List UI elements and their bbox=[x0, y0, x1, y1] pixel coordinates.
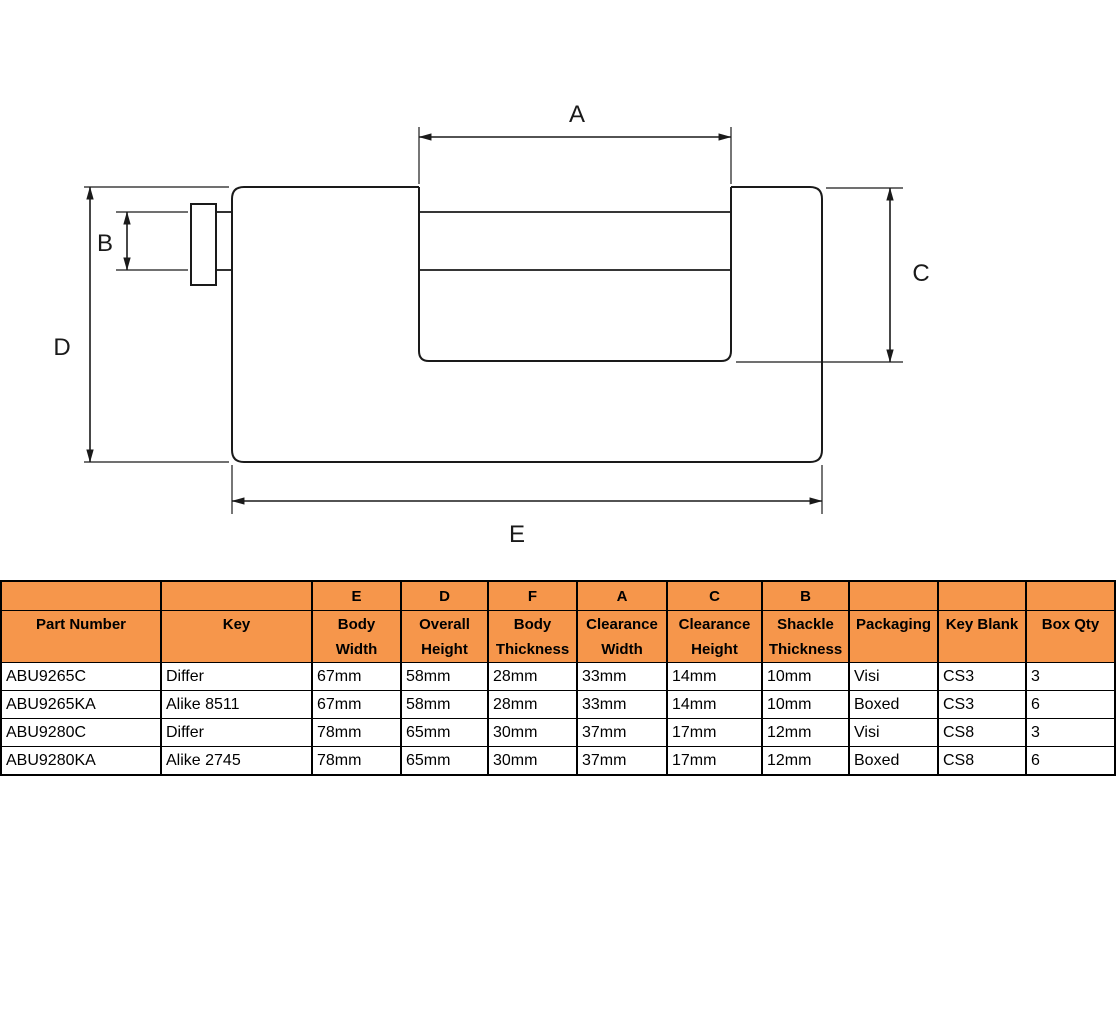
cell-box-qty: 6 bbox=[1026, 747, 1115, 776]
dimension-d-label: D bbox=[53, 334, 71, 361]
col-header-shackle-thickness: Shackle Thickness bbox=[762, 611, 849, 663]
dimension-e-label: E bbox=[508, 521, 526, 548]
letter-cell-f: F bbox=[488, 581, 577, 611]
cell-body-width: 78mm bbox=[312, 719, 401, 747]
dimension-a bbox=[419, 101, 731, 184]
padlock-body-outline bbox=[232, 187, 822, 462]
cell-overall-height: 58mm bbox=[401, 663, 488, 691]
col-header-part-number: Part Number bbox=[1, 611, 161, 663]
cell-key-blank: CS3 bbox=[938, 663, 1026, 691]
cell-shackle-thickness: 10mm bbox=[762, 691, 849, 719]
table-row bbox=[1, 747, 1115, 776]
dimension-e bbox=[232, 465, 822, 548]
letter-cell bbox=[938, 581, 1026, 611]
cell-packaging: Boxed bbox=[849, 691, 938, 719]
cell-key: Differ bbox=[161, 663, 312, 691]
col-header-overall-height: Overall Height bbox=[401, 611, 488, 663]
cell-shackle-thickness: 12mm bbox=[762, 719, 849, 747]
dimension-b-label: B bbox=[96, 230, 114, 257]
cell-shackle-thickness: 10mm bbox=[762, 663, 849, 691]
letter-cell-d: D bbox=[401, 581, 488, 611]
letter-cell-a: A bbox=[577, 581, 667, 611]
cell-key: Differ bbox=[161, 719, 312, 747]
dimension-a-label: A bbox=[568, 101, 586, 128]
dimension-letter-row bbox=[1, 581, 1115, 611]
cell-clearance-width: 33mm bbox=[577, 663, 667, 691]
letter-cell bbox=[849, 581, 938, 611]
cell-clearance-height: 14mm bbox=[667, 663, 762, 691]
cell-overall-height: 58mm bbox=[401, 691, 488, 719]
cell-clearance-width: 37mm bbox=[577, 719, 667, 747]
shackle-end-step bbox=[216, 212, 232, 270]
col-header-packaging: Packaging bbox=[849, 611, 938, 663]
cell-part-number: ABU9265KA bbox=[1, 691, 161, 719]
cell-packaging: Visi bbox=[849, 663, 938, 691]
col-header-body-width: Body Width bbox=[312, 611, 401, 663]
cell-clearance-width: 37mm bbox=[577, 747, 667, 776]
cell-clearance-height: 17mm bbox=[667, 719, 762, 747]
cell-box-qty: 3 bbox=[1026, 663, 1115, 691]
shackle-end-cap bbox=[191, 204, 216, 285]
col-header-clearance-width: Clearance Width bbox=[577, 611, 667, 663]
cell-clearance-height: 17mm bbox=[667, 747, 762, 776]
cell-overall-height: 65mm bbox=[401, 747, 488, 776]
cell-body-thickness: 28mm bbox=[488, 691, 577, 719]
table-row bbox=[1, 719, 1115, 747]
cell-key-blank: CS3 bbox=[938, 691, 1026, 719]
cell-box-qty: 6 bbox=[1026, 691, 1115, 719]
cell-clearance-width: 33mm bbox=[577, 691, 667, 719]
letter-cell-c: C bbox=[667, 581, 762, 611]
col-header-body-thickness: Body Thickness bbox=[488, 611, 577, 663]
letter-cell bbox=[1026, 581, 1115, 611]
dimension-c bbox=[736, 188, 930, 362]
cell-key-blank: CS8 bbox=[938, 719, 1026, 747]
col-header-clearance-height: Clearance Height bbox=[667, 611, 762, 663]
spec-table bbox=[0, 580, 1116, 776]
cell-overall-height: 65mm bbox=[401, 719, 488, 747]
cell-key: Alike 8511 bbox=[161, 691, 312, 719]
col-header-key: Key bbox=[161, 611, 312, 663]
letter-cell bbox=[161, 581, 312, 611]
dimension-b bbox=[97, 212, 188, 270]
dimension-c-label: C bbox=[912, 260, 930, 287]
cell-body-width: 67mm bbox=[312, 691, 401, 719]
table-row bbox=[1, 691, 1115, 719]
col-header-box-qty: Box Qty bbox=[1026, 611, 1115, 663]
cell-shackle-thickness: 12mm bbox=[762, 747, 849, 776]
cell-packaging: Boxed bbox=[849, 747, 938, 776]
cell-body-thickness: 28mm bbox=[488, 663, 577, 691]
letter-cell-e: E bbox=[312, 581, 401, 611]
cell-body-width: 78mm bbox=[312, 747, 401, 776]
cell-clearance-height: 14mm bbox=[667, 691, 762, 719]
cell-key: Alike 2745 bbox=[161, 747, 312, 776]
shackle-bar-lines bbox=[419, 212, 731, 270]
letter-cell-b: B bbox=[762, 581, 849, 611]
col-header-key-blank: Key Blank bbox=[938, 611, 1026, 663]
cell-key-blank: CS8 bbox=[938, 747, 1026, 776]
cell-packaging: Visi bbox=[849, 719, 938, 747]
cell-body-thickness: 30mm bbox=[488, 719, 577, 747]
cell-part-number: ABU9280KA bbox=[1, 747, 161, 776]
cell-body-thickness: 30mm bbox=[488, 747, 577, 776]
letter-cell bbox=[1, 581, 161, 611]
cell-part-number: ABU9280C bbox=[1, 719, 161, 747]
cell-box-qty: 3 bbox=[1026, 719, 1115, 747]
spec-table-wrap bbox=[0, 580, 1116, 776]
column-header-row bbox=[1, 611, 1115, 663]
shackle-clearance-notch bbox=[419, 187, 731, 361]
cell-body-width: 67mm bbox=[312, 663, 401, 691]
table-row bbox=[1, 663, 1115, 691]
cell-part-number: ABU9265C bbox=[1, 663, 161, 691]
